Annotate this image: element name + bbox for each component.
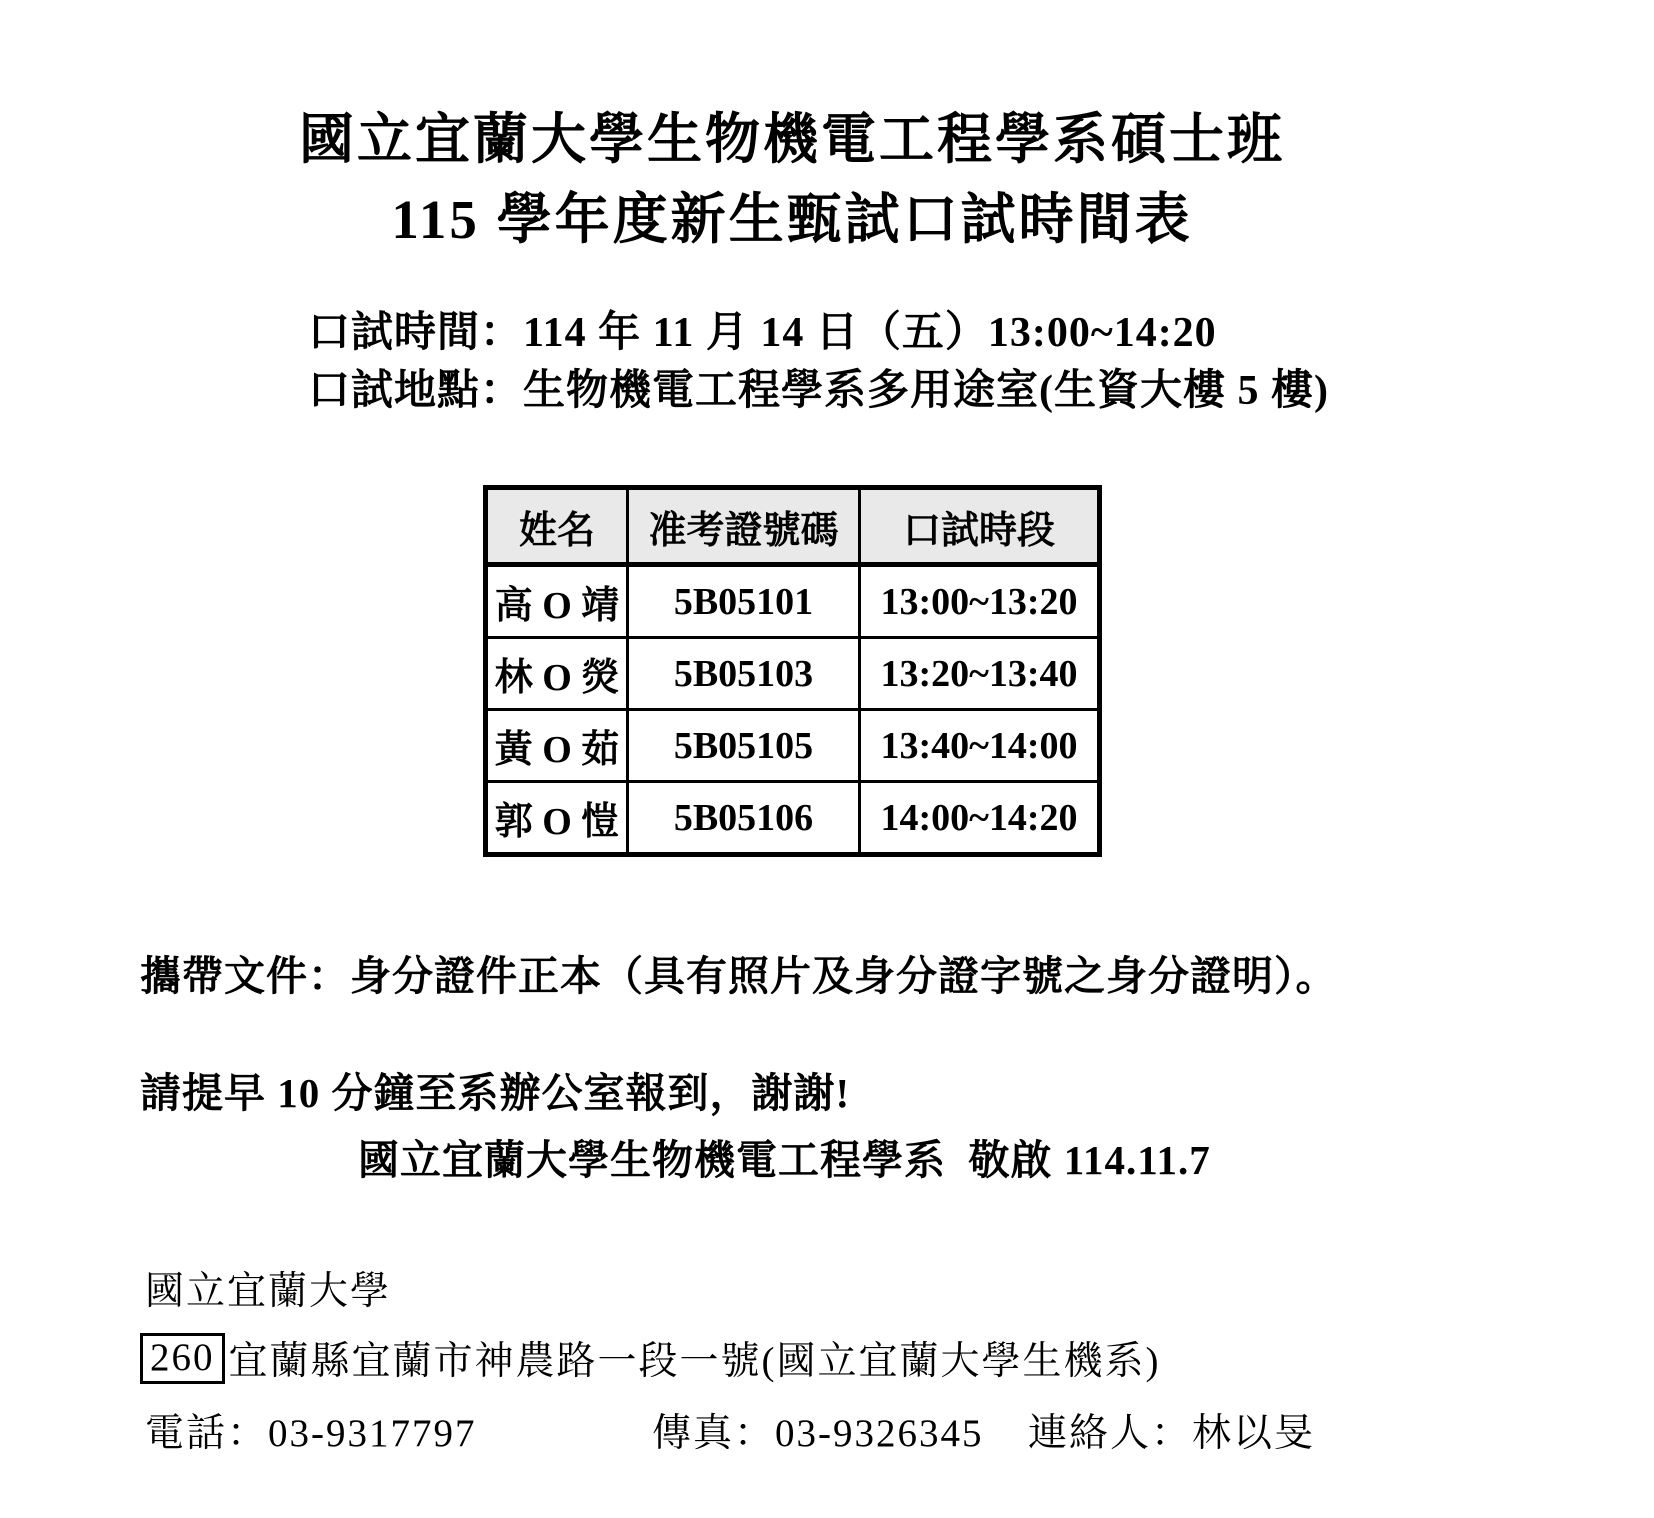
postal-code-box: 260 xyxy=(140,1333,225,1384)
footer-contact-person: 連絡人：林以旻 xyxy=(1028,1412,1316,1456)
interview-time: 口試時間：114 年 11 月 14 日（五）13:00~14:20 xyxy=(308,309,1217,356)
ticket-cell: 5B05106 xyxy=(628,782,860,855)
table-row xyxy=(486,782,1100,855)
documents-note: 攜帶文件：身分證件正本（具有照片及身分證字號之身分證明）。 xyxy=(140,953,1338,1000)
header-slot: 口試時段 xyxy=(860,488,1100,565)
name-cell: 黃 O 茹 xyxy=(486,710,628,782)
footer-fax: 傳真：03-9326345 xyxy=(652,1412,984,1456)
name-cell: 林 O 熒 xyxy=(486,638,628,710)
slot-cell: 14:00~14:20 xyxy=(860,782,1100,855)
header-ticket: 准考證號碼 xyxy=(628,488,860,565)
footer-address-line xyxy=(140,1330,1654,1386)
ticket-cell: 5B05105 xyxy=(628,710,860,782)
document-title xyxy=(0,100,1654,260)
table-row xyxy=(486,638,1100,710)
schedule-table xyxy=(483,485,1102,857)
interview-info xyxy=(308,304,1654,422)
title-line-1: 國立宜蘭大學生物機電工程學系碩士班 xyxy=(298,109,1285,170)
table-row xyxy=(486,565,1100,638)
schedule-table-wrap xyxy=(483,485,1654,857)
slot-cell: 13:00~13:20 xyxy=(860,565,1100,638)
footer-address: 宜蘭縣宜蘭市神農路一段一號(國立宜蘭大學生機系) xyxy=(228,1340,1161,1384)
interview-location: 口試地點：生物機電工程學系多用途室(生資大樓 5 樓) xyxy=(308,368,1329,415)
name-cell: 高 O 靖 xyxy=(486,565,628,638)
document-page xyxy=(0,100,1654,1457)
slot-cell: 13:40~14:00 xyxy=(860,710,1100,782)
table-header-row xyxy=(486,488,1100,565)
title-line-2: 115 學年度新生甄試口試時間表 xyxy=(391,188,1193,250)
header-name: 姓名 xyxy=(486,488,628,565)
table-row xyxy=(486,710,1100,782)
ticket-cell: 5B05103 xyxy=(628,638,860,710)
ticket-cell: 5B05101 xyxy=(628,565,860,638)
footer-phone: 電話：03-9317797 xyxy=(145,1412,477,1456)
footer-contacts-line xyxy=(0,1402,1654,1457)
arrival-note: 請提早 10 分鐘至系辦公室報到，謝謝! xyxy=(140,1070,851,1117)
signature-line: 國立宜蘭大學生物機電工程學系 敬啟 114.11.7 xyxy=(358,1137,1211,1184)
footer-organization: 國立宜蘭大學 xyxy=(145,1270,392,1314)
name-cell: 郭 O 愷 xyxy=(486,782,628,855)
slot-cell: 13:20~13:40 xyxy=(860,638,1100,710)
